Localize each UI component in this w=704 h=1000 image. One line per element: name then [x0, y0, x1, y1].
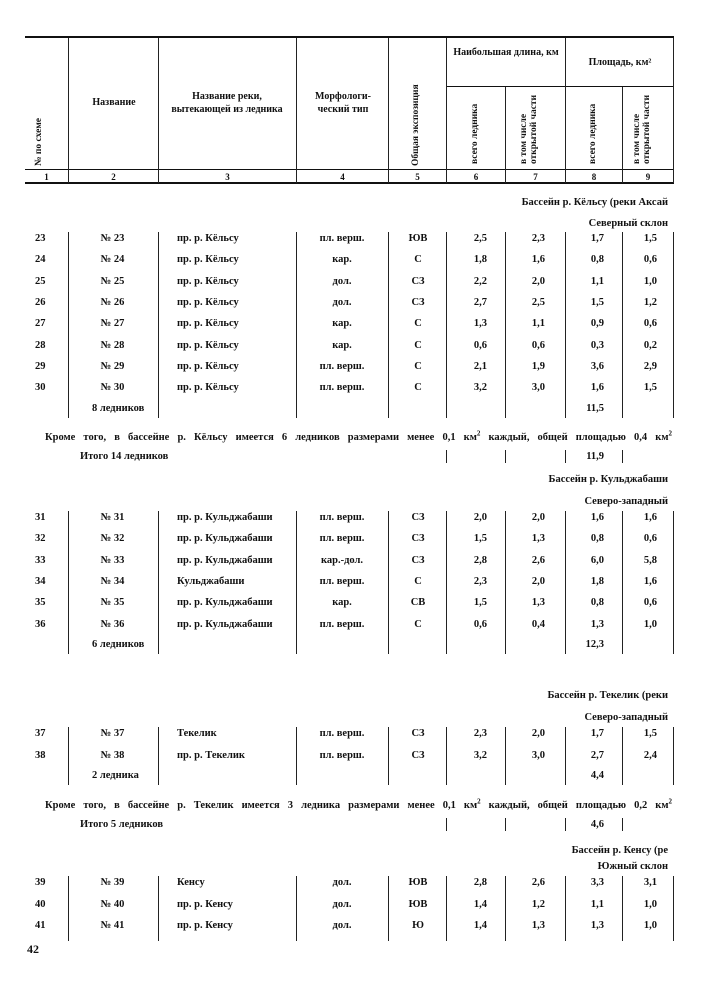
cell-len-open: 3,0	[531, 382, 545, 394]
cell-len: 1,4	[473, 920, 487, 931]
cell-area: 1,7	[590, 233, 604, 244]
cell-n: 27	[35, 318, 46, 330]
header-area-total: всего ледника	[588, 103, 598, 164]
cell-len-open: 3,0	[531, 749, 545, 761]
cell-type: кар.-дол.	[320, 554, 364, 566]
cell-area: 1,1	[590, 275, 604, 287]
cell-exp: С	[414, 318, 422, 330]
cell-area-open: 1,6	[643, 575, 657, 587]
cell-n: 37	[35, 728, 46, 739]
cell-river: пр. р. Кульджабаши	[177, 533, 273, 545]
cell-len: 2,0	[473, 512, 487, 523]
cell-area: 0,8	[590, 597, 604, 609]
cell-area-open: 2,9	[643, 360, 657, 372]
cell-river: пр. р. Кёльсу	[177, 318, 239, 330]
cell-len: 0,6	[473, 339, 487, 351]
cell-type: пл. верш.	[319, 749, 365, 761]
cell-area-open: 1,5	[643, 382, 657, 394]
cell-len: 2,5	[473, 233, 487, 244]
cell-len-open: 2,6	[531, 877, 545, 888]
cell-area-open: 1,2	[643, 296, 657, 308]
cell-len-open: 2,0	[531, 275, 545, 287]
cell-river: пр. р. Кёльсу	[177, 296, 239, 308]
header-length-group: Наибольшая длина, км	[453, 47, 559, 58]
cell-area: 2,7	[590, 749, 604, 761]
total-label: Итого 14 ледников	[80, 451, 169, 462]
cell-n: 33	[35, 554, 46, 566]
cell-exp: СЗ	[411, 533, 425, 545]
column-rule	[388, 876, 389, 941]
cell-len: 2,3	[473, 728, 487, 739]
cell-len: 2,1	[473, 360, 487, 372]
cell-area: 1,8	[590, 575, 604, 587]
cell-exp: СЗ	[411, 275, 425, 287]
cell-name: № 33	[100, 554, 125, 566]
cell-area: 1,1	[590, 898, 604, 910]
cell-exp: СЗ	[411, 554, 425, 566]
cell-len-open: 2,0	[531, 728, 545, 739]
cell-len: 3,2	[473, 749, 487, 761]
cell-len-open: 0,6	[531, 339, 545, 351]
subtotal-label: 8 ледников	[92, 403, 145, 414]
header-bottom-rule	[25, 182, 674, 184]
cell-len-open: 1,3	[531, 920, 545, 931]
cell-n: 38	[35, 749, 46, 761]
cell-exp: ЮВ	[408, 877, 428, 888]
section-note: Кроме того, в бассейне р. Текелик имеется 3 ледника размерами менее 0,1 $км^2$ каждый, общей площадью 0,2 $км^2$	[45, 797, 672, 811]
cell-len-open: 0,4	[531, 618, 545, 630]
cell-river: пр. р. Кёльсу	[177, 339, 239, 351]
cell-river: пр. р. Кёльсу	[177, 254, 239, 266]
cell-name: № 29	[100, 360, 125, 372]
cell-len-open: 1,3	[531, 597, 545, 609]
cell-area-open: 1,6	[643, 512, 657, 523]
header-length-open: в том числе открытой части	[519, 94, 539, 164]
header-name: Название	[92, 97, 136, 108]
cell-len-open: 2,3	[531, 233, 545, 244]
cell-river: пр. р. Кенсу	[177, 920, 233, 931]
cell-area: 1,3	[590, 618, 604, 630]
column-rule	[446, 818, 447, 831]
cell-area-open: 0,6	[643, 254, 657, 266]
cell-len-open: 1,3	[531, 533, 545, 545]
cell-n: 40	[35, 898, 46, 910]
cell-area: 1,6	[590, 382, 604, 394]
cell-name: № 26	[100, 296, 125, 308]
cell-area-open: 0,2	[643, 339, 657, 351]
cell-river: пр. р. Кёльсу	[177, 233, 239, 244]
cell-len: 2,8	[473, 877, 487, 888]
total-label: Итого 5 ледников	[80, 819, 164, 830]
cell-len: 2,2	[473, 275, 487, 287]
cell-area: 3,6	[590, 360, 604, 372]
column-number: 8	[591, 172, 597, 182]
column-rule	[388, 232, 389, 418]
cell-type: кар.	[332, 597, 352, 609]
column-rule	[68, 876, 69, 941]
cell-exp: С	[414, 618, 422, 630]
cell-n: 26	[35, 296, 46, 308]
cell-type: дол.	[332, 898, 352, 910]
cell-type: пл. верш.	[319, 533, 365, 545]
cell-len-open: 2,0	[531, 512, 545, 523]
column-number: 5	[415, 172, 420, 182]
cell-river: Текелик	[177, 728, 217, 739]
cell-area-open: 1,0	[643, 275, 657, 287]
column-rule	[565, 450, 566, 463]
cell-area: 0,8	[590, 533, 604, 545]
cell-n: 39	[35, 877, 46, 888]
cell-type: пл. верш.	[319, 382, 365, 394]
cell-area-open: 1,5	[643, 233, 657, 244]
cell-area: 3,3	[590, 877, 604, 888]
column-rule	[68, 727, 69, 785]
section-title: Бассейн р. Текелик (реки	[547, 690, 668, 701]
column-number: 6	[473, 172, 479, 182]
header-area-open: в том числе открытой части	[632, 94, 652, 164]
group-header-rule	[446, 86, 674, 87]
cell-len: 2,8	[473, 554, 487, 566]
header-top-rule	[25, 36, 674, 38]
column-number: 3	[225, 172, 230, 182]
cell-type: пл. верш.	[319, 512, 365, 523]
cell-n: 31	[35, 512, 46, 523]
cell-type: дол.	[332, 296, 352, 308]
cell-type: пл. верш.	[319, 233, 365, 244]
cell-len: 2,7	[473, 296, 487, 308]
column-rule	[622, 818, 623, 831]
cell-name: № 25	[100, 275, 125, 287]
cell-n: 29	[35, 360, 46, 372]
cell-river: Кульджабаши	[177, 575, 245, 587]
cell-len-open: 1,1	[531, 318, 545, 330]
cell-exp: СЗ	[411, 749, 425, 761]
cell-n: 34	[35, 575, 46, 587]
section-title: Бассейн р. Кенсу (ре	[571, 845, 668, 856]
column-number: 2	[111, 172, 116, 182]
cell-name: № 38	[100, 749, 125, 761]
cell-area-open: 0,6	[643, 318, 657, 330]
section-slope: Северо-западный	[584, 712, 668, 723]
cell-exp: Ю	[412, 920, 424, 931]
cell-area-open: 5,8	[643, 554, 657, 566]
cell-name: № 24	[100, 254, 125, 266]
cell-river: Кенсу	[177, 877, 205, 888]
cell-area-open: 0,6	[643, 597, 657, 609]
column-number: 1	[44, 172, 49, 182]
cell-len: 2,3	[473, 575, 487, 587]
cell-name: № 27	[100, 318, 125, 330]
cell-type: пл. верш.	[319, 728, 365, 739]
cell-river: пр. р. Текелик	[177, 749, 245, 761]
cell-exp: ЮВ	[408, 233, 428, 244]
cell-area: 0,9	[590, 318, 604, 330]
column-rule	[622, 450, 623, 463]
cell-area: 1,3	[590, 920, 604, 931]
column-rule	[505, 818, 506, 831]
cell-area: 6,0	[590, 554, 604, 566]
column-rule	[505, 450, 506, 463]
column-number: 4	[340, 172, 345, 182]
cell-river: пр. р. Кёльсу	[177, 275, 239, 287]
cell-name: № 34	[100, 575, 125, 587]
cell-len-open: 2,6	[531, 554, 545, 566]
cell-exp: С	[414, 360, 422, 372]
cell-type: пл. верш.	[319, 575, 365, 587]
cell-area-open: 1,0	[643, 898, 657, 910]
cell-river: пр. р. Кульджабаши	[177, 618, 273, 630]
cell-river: пр. р. Кульджабаши	[177, 512, 273, 523]
column-rule	[158, 232, 159, 418]
column-rule	[565, 818, 566, 831]
cell-type: дол.	[332, 275, 352, 287]
cell-exp: СЗ	[411, 728, 425, 739]
cell-area-open: 0,6	[643, 533, 657, 545]
cell-name: № 39	[100, 877, 125, 888]
section-slope: Северо-западный	[584, 496, 668, 507]
cell-len-open: 2,0	[531, 575, 545, 587]
cell-river: пр. р. Кёльсу	[177, 382, 239, 394]
cell-area-open: 1,5	[643, 728, 657, 739]
cell-exp: С	[414, 339, 422, 351]
column-number: 9	[645, 172, 651, 182]
header-area-group: Площадь, км²	[588, 57, 652, 68]
column-rule	[388, 727, 389, 785]
header-river: Название реки, вытекающей из ледника	[171, 91, 283, 115]
cell-exp: СЗ	[411, 512, 425, 523]
cell-len: 1,3	[473, 318, 487, 330]
header-morph-type: Морфологи-ческий тип	[315, 91, 371, 115]
subtotal-label: 2 ледника	[92, 770, 139, 781]
cell-name: № 31	[100, 512, 125, 523]
column-number: 7	[533, 172, 538, 182]
cell-river: пр. р. Кёльсу	[177, 360, 239, 372]
header-mid-rule	[25, 169, 674, 170]
cell-exp: ЮВ	[408, 898, 428, 910]
cell-n: 36	[35, 618, 46, 630]
header-scheme-number: № по схеме	[34, 117, 44, 166]
cell-type: дол.	[332, 920, 352, 931]
column-rule	[158, 511, 159, 654]
subtotal-area: 11,5	[586, 403, 604, 414]
cell-type: дол.	[332, 877, 352, 888]
cell-len-open: 1,2	[531, 898, 545, 910]
cell-exp: С	[414, 382, 422, 394]
cell-len: 1,5	[473, 533, 487, 545]
cell-name: № 40	[100, 898, 125, 910]
subtotal-area: 4,4	[590, 770, 604, 781]
column-rule	[673, 876, 674, 941]
section-title: Бассейн р. Кульджабаши	[548, 474, 668, 485]
subtotal-label: 6 ледников	[92, 639, 145, 650]
cell-area: 1,6	[590, 512, 604, 523]
cell-len: 1,4	[473, 898, 487, 910]
cell-type: пл. верш.	[319, 360, 365, 372]
cell-exp: СВ	[410, 597, 426, 609]
cell-name: № 35	[100, 597, 125, 609]
cell-len: 1,8	[473, 254, 487, 266]
cell-n: 25	[35, 275, 46, 287]
cell-n: 28	[35, 339, 46, 351]
cell-type: пл. верш.	[319, 618, 365, 630]
cell-exp: С	[414, 254, 422, 266]
cell-len-open: 2,5	[531, 296, 545, 308]
column-rule	[388, 511, 389, 654]
cell-type: кар.	[332, 254, 352, 266]
column-rule	[158, 727, 159, 785]
cell-n: 35	[35, 597, 46, 609]
header-exposure: Общая экспозиция	[411, 84, 421, 166]
cell-name: № 36	[100, 618, 125, 630]
cell-name: № 37	[100, 728, 125, 739]
column-rule	[446, 450, 447, 463]
column-rule	[673, 511, 674, 654]
cell-name: № 28	[100, 339, 125, 351]
header-length-total: всего ледника	[470, 103, 480, 164]
cell-type: кар.	[332, 339, 352, 351]
cell-type: кар.	[332, 318, 352, 330]
cell-len: 3,2	[473, 382, 487, 394]
cell-area: 0,3	[590, 339, 604, 351]
cell-len: 1,5	[473, 597, 487, 609]
section-slope: Южный склон	[597, 861, 668, 872]
section-note: Кроме того, в бассейне р. Кёльсу имеется 6 ледников размерами менее 0,1 $км^2$ каждый, общей площадью 0,4 $км^2$	[45, 429, 672, 443]
column-rule	[158, 876, 159, 941]
cell-area-open: 1,0	[643, 920, 657, 931]
cell-len-open: 1,6	[531, 254, 545, 266]
cell-len: 0,6	[473, 618, 487, 630]
cell-name: № 32	[100, 533, 125, 545]
cell-n: 30	[35, 382, 46, 394]
cell-river: пр. р. Кенсу	[177, 898, 233, 910]
cell-exp: С	[414, 575, 422, 587]
cell-area: 0,8	[590, 254, 604, 266]
cell-river: пр. р. Кульджабаши	[177, 554, 273, 566]
cell-n: 32	[35, 533, 46, 545]
section-slope: Северный склон	[588, 218, 668, 229]
cell-name: № 41	[100, 920, 125, 931]
cell-river: пр. р. Кульджабаши	[177, 597, 273, 609]
column-rule	[673, 727, 674, 785]
cell-area-open: 2,4	[643, 749, 657, 761]
cell-area: 1,7	[590, 728, 604, 739]
cell-area: 1,5	[590, 296, 604, 308]
total-area: 11,9	[586, 451, 604, 462]
cell-exp: СЗ	[411, 296, 425, 308]
cell-name: № 23	[100, 233, 125, 244]
cell-len-open: 1,9	[531, 360, 545, 372]
cell-n: 24	[35, 254, 46, 266]
total-area: 4,6	[590, 819, 604, 830]
cell-area-open: 3,1	[643, 877, 657, 888]
column-rule	[673, 232, 674, 418]
column-rule	[68, 232, 69, 418]
cell-n: 23	[35, 233, 46, 244]
column-rule	[68, 511, 69, 654]
subtotal-area: 12,3	[585, 639, 604, 650]
cell-n: 41	[35, 920, 46, 931]
cell-area-open: 1,0	[643, 618, 657, 630]
cell-name: № 30	[100, 382, 125, 394]
section-title: Бассейн р. Кёльсу (реки Аксай	[521, 197, 668, 208]
page-number: 42	[27, 942, 39, 956]
